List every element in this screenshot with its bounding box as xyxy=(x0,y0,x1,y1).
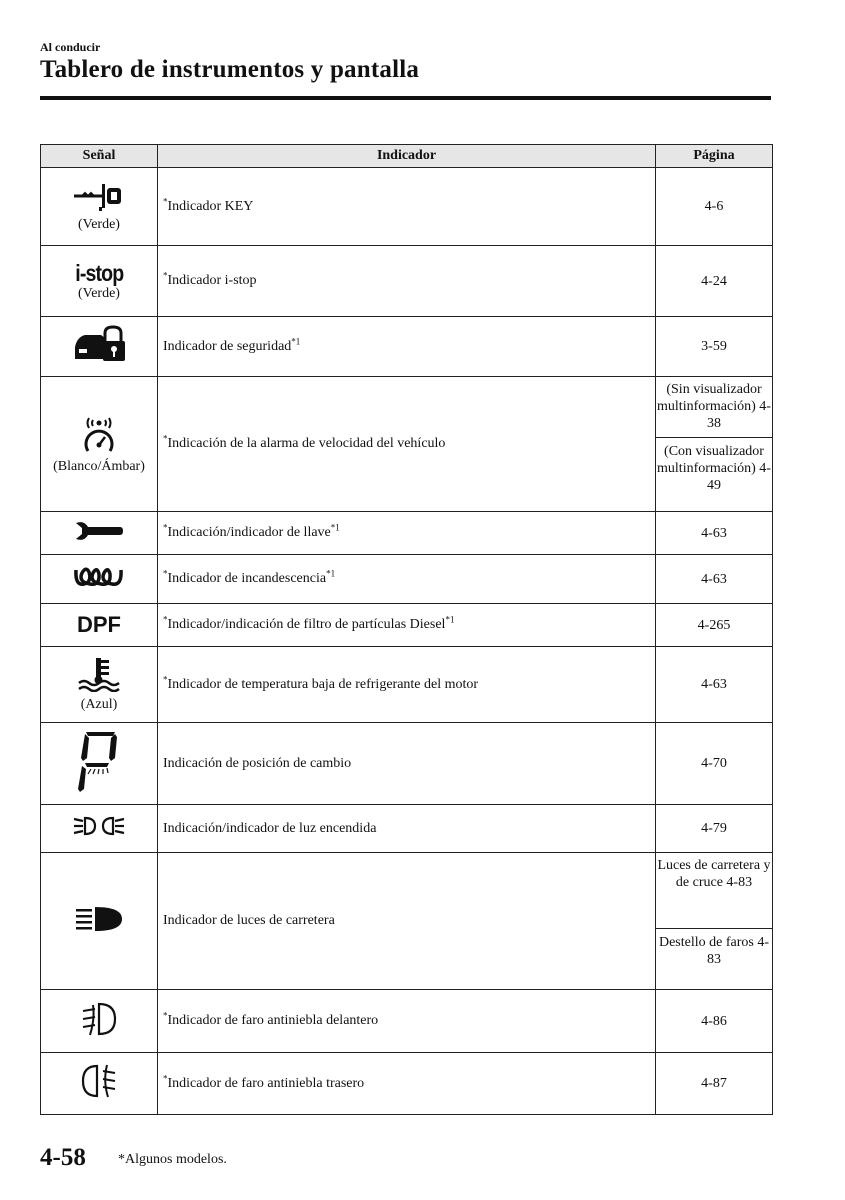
section-label: Al conducir xyxy=(40,40,101,54)
signal-cell xyxy=(41,168,158,246)
table-row xyxy=(41,723,773,805)
table-row xyxy=(41,317,773,377)
signal-cell xyxy=(41,512,158,555)
signal-cell xyxy=(41,377,158,512)
lights-on-icon xyxy=(72,815,126,837)
table-row xyxy=(41,246,773,317)
page-cell: 4-63 xyxy=(656,512,773,555)
table-row xyxy=(41,604,773,647)
table-row xyxy=(41,1053,773,1115)
indicator-cell: *Indicador de faro antiniebla delantero xyxy=(158,990,656,1053)
title-rule xyxy=(40,96,771,100)
page-cell xyxy=(656,377,773,512)
signal-caption: (Verde) xyxy=(78,286,120,301)
indicator-table xyxy=(40,144,773,1115)
indicator-cell: *Indicador i-stop xyxy=(158,246,656,317)
table-row xyxy=(41,805,773,853)
page-title: Tablero de instrumentos y pantalla xyxy=(40,56,420,83)
page-cell: 4-265 xyxy=(656,604,773,647)
i-stop-icon: i-stop xyxy=(74,260,124,286)
indicator-cell: *Indicador de incandescencia$^{*1}$ xyxy=(158,555,656,604)
signal-caption: (Blanco/Ámbar) xyxy=(53,458,145,474)
signal-cell xyxy=(41,317,158,377)
signal-caption: (Azul) xyxy=(80,697,118,712)
page-number: 4-58 xyxy=(40,1144,86,1171)
signal-cell xyxy=(41,723,158,805)
wrench-icon xyxy=(74,520,124,542)
signal-cell xyxy=(41,1053,158,1115)
page-subcell: (Sin visualizador multinformación) 4-38 xyxy=(656,377,772,438)
page-subcell: Luces de carretera y de cruce 4-83 xyxy=(656,853,772,929)
signal-cell xyxy=(41,805,158,853)
gear-position-p-icon xyxy=(77,728,121,794)
page-subcell: Destello de faros 4-83 xyxy=(658,935,770,967)
key-indicator-icon xyxy=(72,180,126,212)
table-row xyxy=(41,647,773,723)
page-subcell: (Con visualizador multinformación) 4-49 xyxy=(657,444,771,493)
page-cell: 4-6 xyxy=(656,168,773,246)
signal-cell xyxy=(41,555,158,604)
table-row xyxy=(41,990,773,1053)
page-cell xyxy=(656,853,773,990)
indicator-cell: Indicador de luces de carretera xyxy=(158,853,656,990)
indicator-cell: *Indicador/indicación de filtro de partículas Diesel$^{*1}$ xyxy=(158,604,656,647)
high-beam-icon xyxy=(74,905,124,933)
dpf-icon: DPF xyxy=(77,612,121,637)
indicator-cell: Indicación/indicador de luz encendida xyxy=(158,805,656,853)
signal-cell xyxy=(41,246,158,317)
page-cell: 4-87 xyxy=(656,1053,773,1115)
signal-cell xyxy=(41,853,158,990)
indicator-cell: *Indicación/indicador de llave$^{*1}$ xyxy=(158,512,656,555)
footnote: *Algunos modelos. xyxy=(118,1152,227,1167)
header-indicator: Indicador xyxy=(158,145,656,168)
page-cell: 4-70 xyxy=(656,723,773,805)
signal-cell xyxy=(41,604,158,647)
page-cell: 4-63 xyxy=(656,647,773,723)
table-row xyxy=(41,853,773,990)
signal-caption: (Verde) xyxy=(78,217,120,232)
table-row xyxy=(41,512,773,555)
page-cell: 4-86 xyxy=(656,990,773,1053)
header-signal: Señal xyxy=(41,145,158,168)
table-row xyxy=(41,555,773,604)
front-fog-light-icon xyxy=(79,999,119,1039)
glow-plug-icon xyxy=(72,564,126,590)
page-cell: 4-63 xyxy=(656,555,773,604)
signal-cell xyxy=(41,990,158,1053)
page-cell: 4-24 xyxy=(656,246,773,317)
page-cell: 4-79 xyxy=(656,805,773,853)
indicator-cell: Indicador de seguridad$^{*1}$ xyxy=(158,317,656,377)
table-row xyxy=(41,168,773,246)
header-page: Página xyxy=(656,145,773,168)
indicator-cell: Indicación de posición de cambio xyxy=(158,723,656,805)
page-cell: 3-59 xyxy=(656,317,773,377)
table-header-row xyxy=(41,145,773,168)
low-coolant-temp-icon xyxy=(77,656,121,692)
indicator-cell: *Indicador KEY xyxy=(158,168,656,246)
speed-alarm-icon xyxy=(79,414,119,454)
signal-cell xyxy=(41,647,158,723)
indicator-cell: *Indicador de temperatura baja de refrigerante del motor xyxy=(158,647,656,723)
security-lock-car-icon xyxy=(71,325,127,363)
rear-fog-light-icon xyxy=(79,1061,119,1101)
indicator-cell: *Indicación de la alarma de velocidad del vehículo xyxy=(158,377,656,512)
indicator-cell: *Indicador de faro antiniebla trasero xyxy=(158,1053,656,1115)
table-row xyxy=(41,377,773,512)
